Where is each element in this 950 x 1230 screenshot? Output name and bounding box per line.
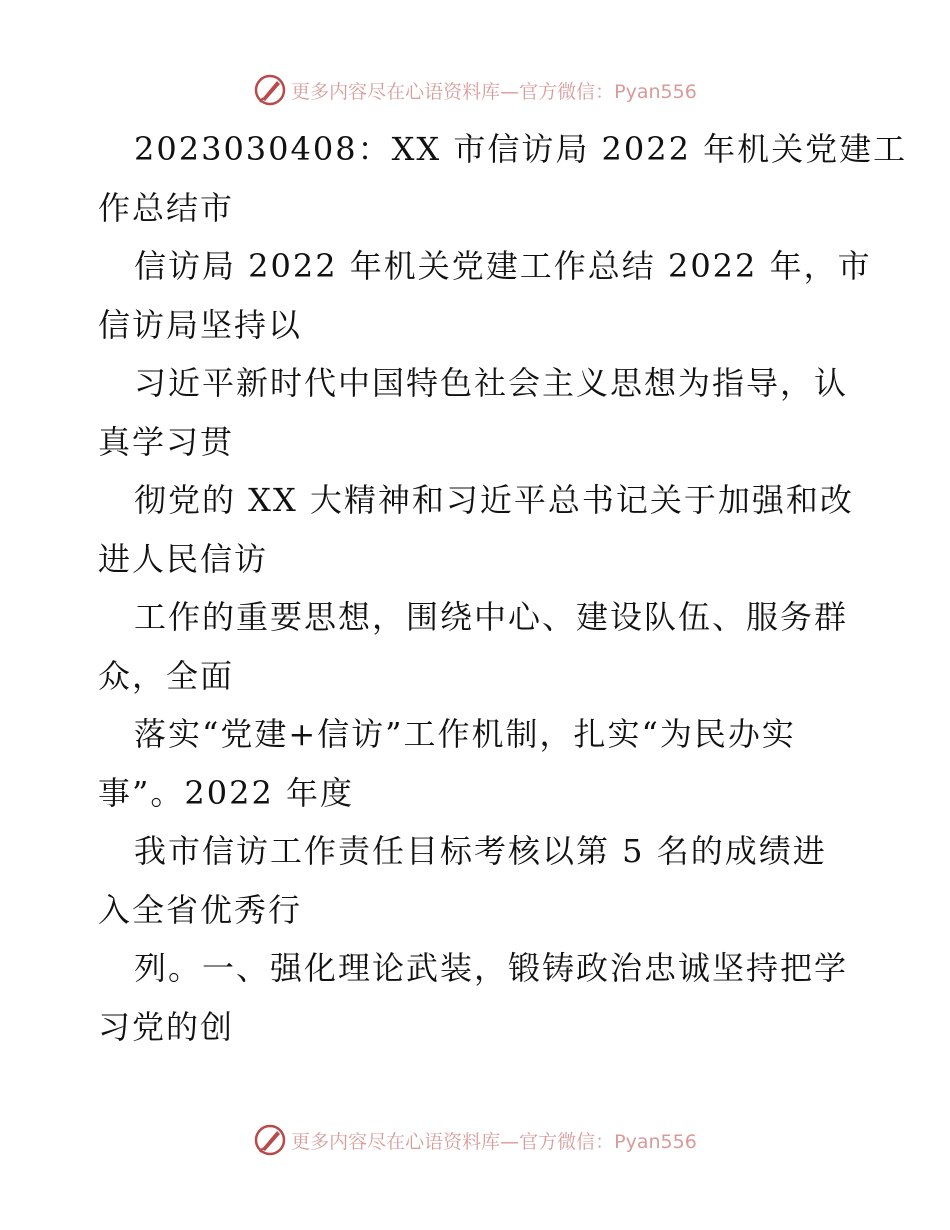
text-line: 众，全面: [98, 656, 235, 695]
text-line: 2023030408：XX 市信访局 2022 年机关党建工: [134, 130, 908, 168]
quill-seal-icon: [253, 1123, 287, 1157]
text-line: 我市信访工作责任目标考核以第 5 名的成绩进: [134, 832, 827, 870]
text-line: 事”。2022 年度: [98, 773, 354, 812]
footer-watermark: [0, 1120, 950, 1160]
header-watermark: [0, 70, 950, 110]
document-body: [98, 120, 908, 1056]
text-line: 进人民信访: [98, 539, 269, 578]
text-line: 习党的创: [98, 1007, 235, 1046]
text-line: 落实“党建+信访”工作机制，扎实“为民办实: [134, 715, 796, 753]
watermark-text: 更多内容尽在心语资料库—官方微信：Pyan556: [291, 1130, 697, 1153]
text-line: 信访局坚持以: [98, 305, 303, 344]
text-line: 习近平新时代中国特色社会主义思想为指导，认: [134, 364, 849, 402]
text-line: 列。一、强化理论武装，锻铸政治忠诚坚持把学: [134, 949, 849, 987]
text-line: 信访局 2022 年机关党建工作总结 2022 年，市: [134, 247, 872, 285]
text-line: 真学习贯: [98, 422, 235, 461]
text-line: 工作的重要思想，围绕中心、建设队伍、服务群: [134, 598, 849, 636]
quill-seal-icon: [253, 73, 287, 107]
text-line: 作总结市: [98, 188, 235, 227]
text-line: 入全省优秀行: [98, 890, 303, 929]
watermark-text: 更多内容尽在心语资料库—官方微信：Pyan556: [291, 80, 697, 103]
text-line: 彻党的 XX 大精神和习近平总书记关于加强和改: [134, 481, 854, 519]
